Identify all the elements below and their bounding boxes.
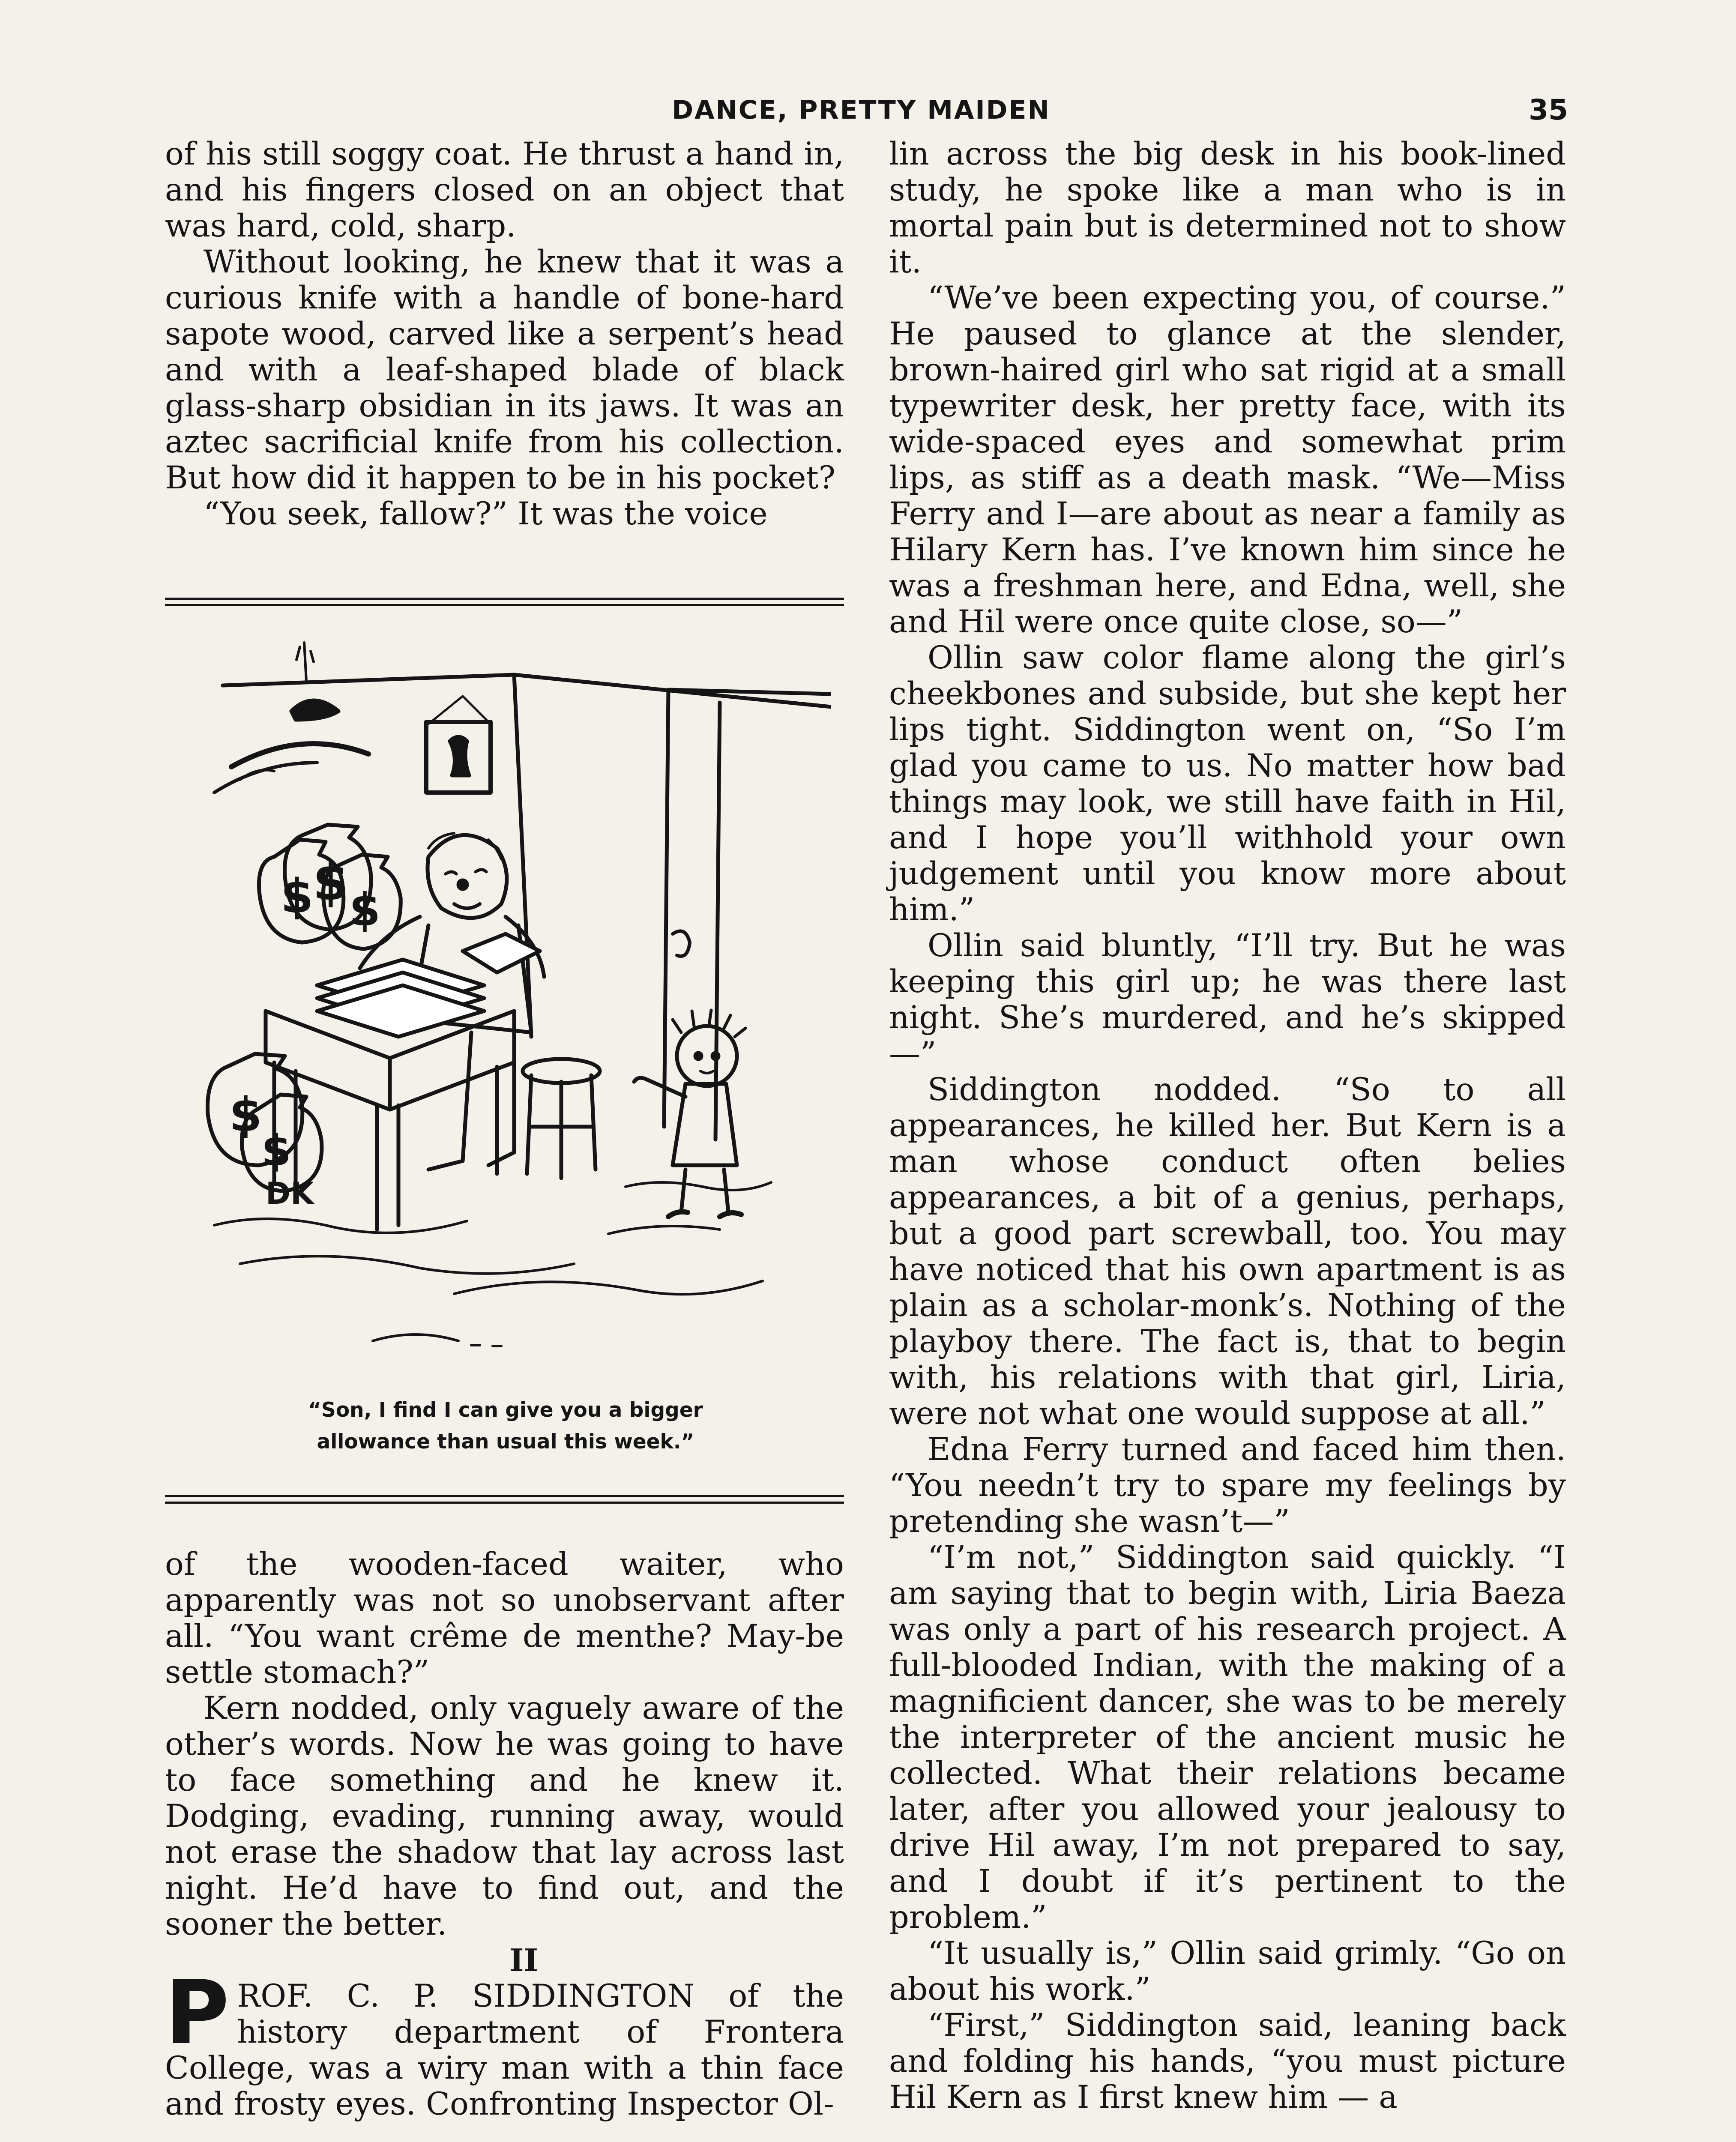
page-number: 35 [1529, 93, 1568, 126]
paragraph: of his still soggy coat. He thrust a hand in, and his fingers closed on an object that was hard, cold, sharp. [165, 136, 844, 244]
paragraph: Edna Ferry turned and faced him then. “You needn’t try to spare my feelings by pretending she wasn’t—” [889, 1431, 1566, 1540]
section-number: II [509, 1942, 539, 1978]
svg-text:$: $ [261, 1125, 291, 1176]
paragraph: Without looking, he knew that it was a curious knife with a handle of bone-hard sapote wood, carved like a serpent’s head and with a leaf-shaped blade of black glass-sharp obsidian in its jaws. It was an aztec sacrificial knife from his collection. But how did it happen to be in his pocket? [165, 244, 844, 496]
paragraph: Siddington nodded. “So to all appearances, he killed her. But Kern is a man whose conduct often belies appearances, a bit of a genius, perhaps, but a good part screwball, too. You may have noticed that his own apartment is as plain as a scholar-monk’s. Nothing of the playboy there. The fact is, that to begin with, his relations with that girl, Liria, were not what one would suppose at all.” [889, 1071, 1566, 1432]
svg-text:$: $ [229, 1087, 262, 1142]
paragraph: “We’ve been expecting you, of course.” He paused to glance at the slender, brown-haired girl who sat rigid at a small typewriter desk, her pretty face, with its wide-spaced eyes and somewhat prim lips, as stiff as a death mask. “We—Miss Ferry and I—are about as near a family as Hilary Kern has. I’ve known him since he was a freshman here, and Edna, well, she and Hil were once quite close, so—” [889, 280, 1566, 640]
left-column-top [165, 136, 844, 532]
section-first-paragraph-text: ROF. C. P. SIDDINGTON of the history department of Frontera College, was a wiry man with a thin face and frosty eyes. Confronting Inspector Ol- [165, 1978, 844, 2122]
running-header-title: DANCE, PRETTY MAIDEN [672, 95, 1051, 125]
paragraph: “I’m not,” Siddington said quickly. “I am saying that to begin with, Liria Baeza was only a part of his research project. A full-blooded Indian, with the making of a magnificient dancer, she was to be merely the interpreter of the ancient music he collected. What their relations became later, after you allowed your jealousy to drive Hil away, I’m not prepared to say, and I doubt if it’s pertinent to the problem.” [889, 1539, 1566, 1936]
cartoon-signature: DK [266, 1176, 314, 1211]
left-column-bottom [165, 1547, 844, 2122]
right-column [889, 136, 1566, 2115]
section-first-paragraph [165, 1962, 844, 2122]
cartoon-illustration [189, 634, 831, 1388]
paragraph: Ollin said bluntly, “I’ll try. But he was keeping this girl up; he was there last night. She’s murdered, and he’s skipped—” [889, 927, 1566, 1072]
paragraph: “First,” Siddington said, leaning back and folding his hands, “you must picture Hil Kern as I first knew him — a [889, 2007, 1566, 2115]
svg-text:$: $ [281, 869, 314, 924]
paragraph: Kern nodded, only vaguely aware of the other’s words. Now he was going to have to face something and he knew it. Dodging, evading, running away, would not erase the shadow that lay across last night. He’d have to find out, and the sooner the better. [165, 1690, 844, 1942]
paragraph: “It usually is,” Ollin said grimly. “Go on about his work.” [889, 1935, 1566, 2007]
cartoon-bottom-rule [165, 1495, 844, 1504]
svg-text:$: $ [349, 884, 381, 936]
cartoon-caption [184, 1394, 827, 1458]
caption-line: allowance than usual this week.” [317, 1430, 694, 1454]
paragraph: of the wooden-faced waiter, who apparently was not so unobservant after all. “You want crême de menthe? May-be settle stomach?” [165, 1546, 844, 1690]
drop-cap: P [165, 1962, 230, 2064]
svg-text:$: $ [313, 853, 349, 912]
paragraph: lin across the big desk in his book-lined study, he spoke like a man who is in mortal pain but is determined not to show it. [889, 136, 1566, 280]
paragraph: “You seek, fallow?” It was the voice [204, 496, 768, 532]
caption-line: “Son, I find I can give you a bigger [308, 1398, 703, 1422]
paragraph: Ollin saw color flame along the girl’s cheekbones and subside, but she kept her lips tight. Siddington went on, “So I’m glad you came to us. No matter how bad things may look, we still have faith in Hil, and I hope you’ll withhold your own judgement until you know more about him.” [889, 640, 1566, 928]
cartoon-top-rule [165, 598, 844, 606]
